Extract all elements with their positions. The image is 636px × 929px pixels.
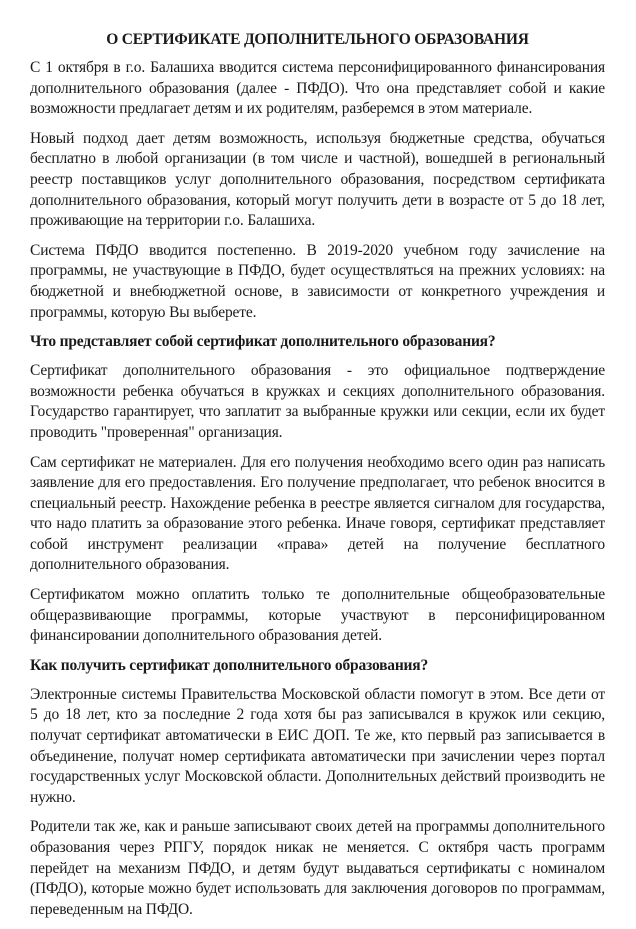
paragraph-new-approach: Новый подход дает детям возможность, используя бюджетные средства, обучаться бесплатно в любой организации (в том числе и частной), вошедшей в региональный реестр поставщиков услуг дополнительного образования, посредством сертификата дополнительного образования, который могут получить дети в возрасте от 5 до 18 лет, проживающие на территории г.о. Балашиха.: [30, 129, 605, 230]
section-heading-what-is-certificate: Что представляет собой сертификат дополнительного образования?: [30, 333, 496, 351]
paragraph-certificate-definition: Сертификат дополнительного образования - это официальное подтверждение возможности ребенка обучаться в кружках и секциях дополнительного образования. Государство гарантирует, что заплатит за выбранные кружки или секции, если их будет проводить "проверенная" организация.: [30, 362, 605, 441]
paragraph-gradual-introduction: Система ПФДО вводится постепенно. В 2019-2020 учебном году зачисление на программы, не участвующие в ПФДО, будет осуществляться на прежних условиях: на бюджетной и внебюджетной основе, в зависимости от конкретного учреждения и программы, которую Вы выберете.: [30, 241, 605, 321]
document-title: О СЕРТИФИКАТЕ ДОПОЛНИТЕЛЬНОГО ОБРАЗОВАНИЯ: [106, 31, 529, 48]
paragraph-intro: С 1 октября в г.о. Балашиха вводится система персонифицированного финансирования дополнительного образования (далее - ПФДО). Что она представляет собой и какие возможности предлагает детям и их родителям, разберемся в этом материале.: [30, 59, 605, 118]
paragraph-certificate-not-material: Сам сертификат не материален. Для его получения необходимо всего один раз написать заявление для его предоставления. Его получение предполагает, что ребенок вносится в специальный реестр. Нахождение ребенка в реестре является сигналом для государства, что надо платить за образование этого ребенка. Иначе говоря, сертификат представляет собой инструмент реализации «права» детей на получение бесплатного дополнительного образования.: [30, 453, 605, 574]
document-page: [30, 30, 605, 929]
paragraph-certificate-payment: Сертификатом можно оплатить только те дополнительные общеобразовательные общеразвивающие программы, которые участвуют в персонифицированном финансировании дополнительного образования детей.: [30, 586, 605, 645]
paragraph-parents-enroll: Родители так же, как и раньше записывают своих детей на программы дополнительного образования через РПГУ, порядок никак не меняется. С октября часть программ перейдет на механизм ПФДО, и детям будут выдаваться сертификаты с номиналом (ПФДО), которые можно будет использовать для заключения договоров по программам, переведенным на ПФДО.: [30, 818, 605, 918]
section-heading-how-to-get: Как получить сертификат дополнительного образования?: [30, 656, 429, 674]
paragraph-electronic-systems: Электронные системы Правительства Московской области помогут в этом. Все дети от 5 до 18 лет, кто за последние 2 года хотя бы раз записывался в кружок или секцию, получат сертификат автоматически в ЕИС ДОП. Те же, кто первый раз записывается в объединение, получат номер сертификата автоматически при зачислении через портал государственных услуг Московской области. Дополнительных действий производить не нужно.: [30, 685, 605, 806]
